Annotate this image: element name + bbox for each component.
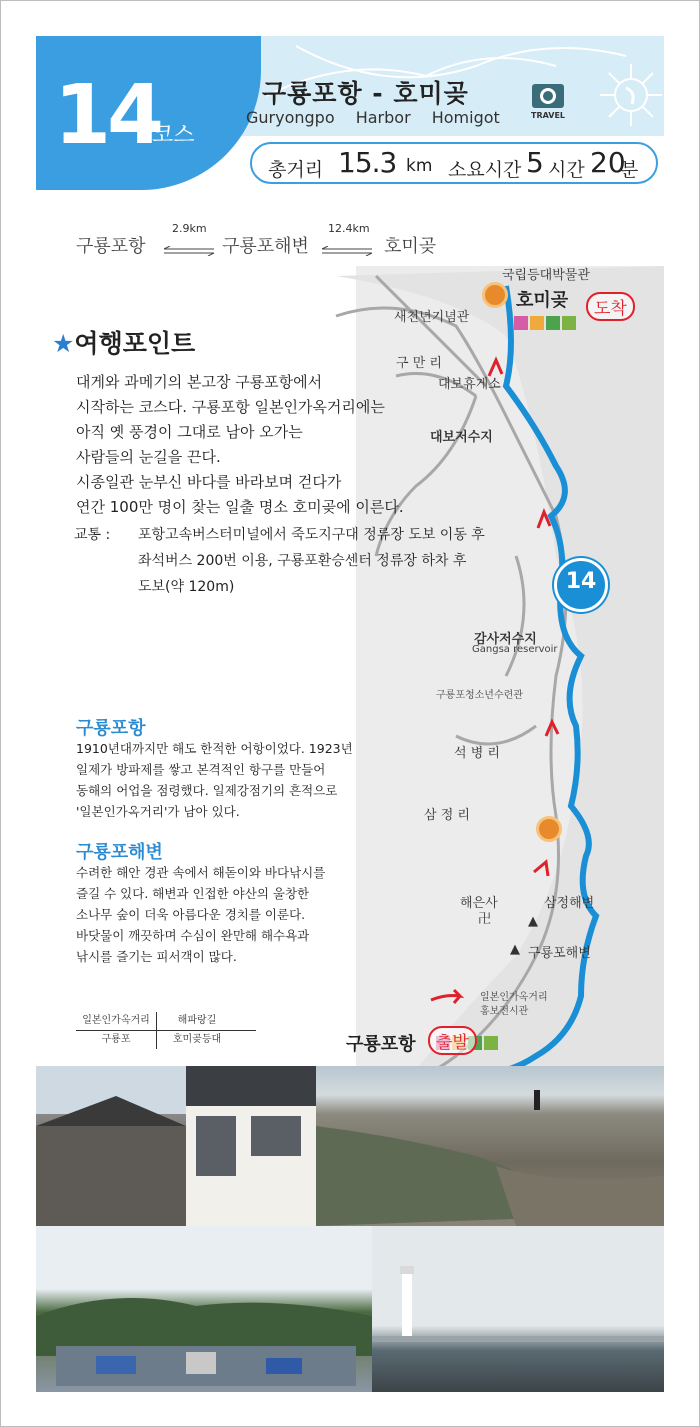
section-body-guryongpo-port (76, 738, 376, 822)
travel-point-line: 대게와 과메기의 본고장 구룡포항에서 (76, 373, 323, 391)
travel-point-line: 사람들의 눈길을 끈다. (76, 448, 221, 466)
label-gangsa-reservoir: 감사저수지 (474, 632, 537, 647)
label-youth-center: 구룡포청소년수련관 (436, 690, 523, 701)
traffic-line: 도보(약 120m) (138, 579, 235, 595)
compass-icon (596, 60, 664, 130)
label-homigot: 호미곶 (516, 290, 569, 311)
label-daebo-rest-area: 대보휴게소 (438, 377, 501, 392)
route-leg-2: 12.4km (328, 222, 370, 235)
label-samjeong-beach: 삼정해변 (544, 896, 595, 911)
time-label: 소요시간 (448, 159, 522, 181)
label-samjeongri: 삼 정 리 (424, 808, 470, 823)
time-minutes: 20 (590, 146, 626, 179)
legend-cell: 호미곶등대 (156, 1031, 237, 1049)
distance-value: 15.3 (338, 146, 397, 179)
legend-row (76, 1031, 256, 1049)
info-icon (546, 316, 560, 330)
route-stop-3: 호미곶 (384, 236, 437, 257)
double-arrow-icon (162, 246, 216, 256)
traffic-line: 좌석버스 200번 이용, 구룡포환승센터 정류장 하차 후 (138, 553, 467, 569)
label-exhibition-hall: 홍보전시관 (480, 1006, 529, 1017)
legend-cell: 해파랑길 (156, 1012, 237, 1030)
traffic-label: 교통 : (74, 527, 111, 543)
annotation-arrive: 도착 (586, 292, 635, 321)
label-lighthouse-museum: 국립등대박물관 (502, 268, 590, 283)
beach-icon: ▲ (528, 914, 538, 929)
travel-point-line: 시종일관 눈부신 바다를 바라보며 걷다가 (76, 473, 342, 491)
travel-logo (526, 80, 570, 124)
label-daebo-reservoir: 대보저수지 (430, 430, 493, 445)
travel-label: TRAVEL (530, 111, 566, 120)
parking-icon (562, 316, 576, 330)
temple-symbol: 卍 (478, 912, 492, 927)
time-hours: 5 (526, 146, 544, 179)
toilet-icon (514, 316, 528, 330)
section-title-guryongpo-port: 구룡포항 (76, 718, 146, 739)
time-minutes-unit: 분 (620, 159, 639, 181)
double-arrow-icon (320, 246, 374, 256)
course-14-badge: 14 (554, 558, 608, 612)
section-line: '일본인가옥거리'가 남아 있다. (76, 804, 240, 819)
travel-point-heading: 여행포인트 (74, 329, 196, 358)
annotation-depart: 출발 (428, 1026, 477, 1055)
traffic-line: 포항고속버스터미널에서 죽도지구대 정류장 도보 이동 후 (138, 527, 485, 543)
homigot-marker-icon (482, 282, 508, 308)
section-line: 낚시를 즐기는 피서객이 많다. (76, 949, 237, 964)
course-unit: 코스 (152, 123, 195, 148)
label-guryongpo-port: 구룡포항 (346, 1034, 416, 1055)
town-illustration (36, 1226, 372, 1392)
legend-cell: 구룡포 (101, 1034, 131, 1045)
title-en-end: Homigot (431, 108, 500, 127)
photo-lighthouse (372, 1226, 664, 1392)
label-haeeunsa: 해은사 (460, 896, 498, 911)
label-millennium-hall: 새천년기념관 (394, 310, 470, 325)
course-title-ko: 구룡포항 - 호미곶 (262, 79, 469, 108)
distance-label: 총거리 (268, 159, 324, 181)
summary-pill (250, 142, 658, 184)
route-stop-2: 구룡포해변 (222, 236, 309, 257)
travel-point-body (76, 370, 476, 520)
label-seokbyeongri: 석 병 리 (454, 746, 500, 761)
travel-point-line: 연간 100만 명이 찾는 일출 명소 호미곶에 이른다. (76, 498, 404, 516)
section-line: 소나무 숲이 더욱 아름다운 경치를 이룬다. (76, 907, 306, 922)
star-icon: ★ (52, 329, 75, 358)
section-line: 일제가 방파제를 쌓고 본격적인 항구를 만들어 (76, 762, 326, 777)
route-leg-1: 2.9km (172, 222, 207, 235)
label-gumanri: 구 만 리 (396, 356, 442, 371)
distance-unit: km (406, 156, 433, 176)
section-line: 수려한 해안 경관 속에서 해돋이와 바다낚시를 (76, 865, 326, 880)
beach-icon: ▲ (510, 942, 520, 957)
course-number: 14 (54, 68, 161, 163)
label-gangsa-reservoir-en: Gangsa reservoir (472, 644, 558, 655)
course-title-en (246, 108, 500, 127)
time-hours-unit: 시간 (548, 159, 585, 181)
photo-town-view (36, 1226, 372, 1392)
section-line: 즐길 수 있다. 해변과 인접한 야산의 울창한 (76, 886, 310, 901)
travel-point-title (52, 324, 195, 360)
label-japanese-street: 일본인가옥거리 (480, 992, 548, 1003)
parking-icon (484, 1036, 498, 1050)
samjeong-marker-icon (536, 816, 562, 842)
label-guryongpo-beach: 구룡포해변 (528, 946, 591, 961)
course-sheet (36, 36, 664, 1392)
travel-point-line: 시작하는 코스다. 구룡포항 일본인가옥거리에는 (76, 398, 385, 416)
legend-cell: 일본인가옥거리 (82, 1015, 150, 1026)
section-line: 1910년대까지만 해도 한적한 어항이었다. 1923년 (76, 741, 353, 756)
facility-icons-homigot (514, 316, 576, 330)
travel-point-line: 아직 옛 풍경이 그대로 남아 오가는 (76, 423, 303, 441)
house-illustration (36, 1066, 316, 1226)
map-legend (76, 1012, 256, 1049)
photo-rocky-shore (316, 1066, 664, 1226)
food-icon (530, 316, 544, 330)
shore-illustration (316, 1066, 664, 1226)
section-line: 동해의 어업을 점령했다. 일제강점기의 흔적으로 (76, 783, 338, 798)
photo-japanese-houses (36, 1066, 316, 1226)
title-en-start: Guryongpo Harbor (246, 108, 411, 127)
section-title-guryongpo-beach: 구룡포해변 (76, 842, 163, 863)
legend-row (76, 1012, 256, 1031)
camera-icon (526, 80, 570, 124)
route-stop-1: 구룡포항 (76, 236, 146, 257)
section-line: 바닷물이 깨끗하며 수심이 완만해 해수욕과 (76, 928, 310, 943)
section-body-guryongpo-beach (76, 862, 376, 967)
lighthouse-illustration (372, 1226, 664, 1392)
